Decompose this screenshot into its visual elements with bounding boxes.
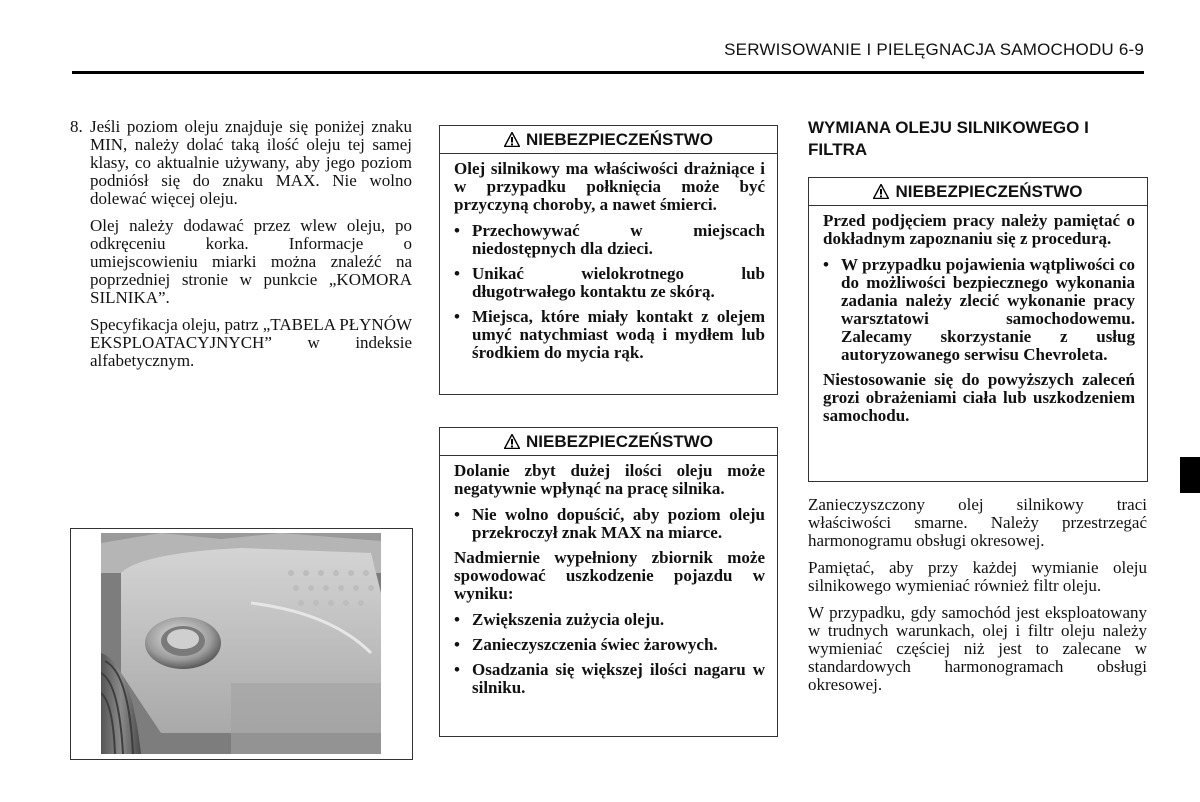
left-column bbox=[70, 118, 412, 379]
warning-middle-text: Nadmiernie wypełniony zbiornik może spowodować uszkodzenie pojazdu w wyniku: bbox=[454, 548, 765, 603]
warning-intro: Dolanie zbyt dużej ilości oleju może negatywnie wpłynąć na pracę silnika. bbox=[454, 461, 765, 498]
engine-bay-photo bbox=[101, 533, 381, 754]
warning-outro: Niestosowanie się do powyższych zaleceń grozi obrażeniami ciała lub uszkodzeniem samochodu. bbox=[823, 370, 1135, 425]
warning-box-overfill bbox=[439, 427, 778, 737]
warning-triangle-icon bbox=[873, 184, 889, 199]
engine-photo-frame bbox=[70, 528, 413, 760]
list-item-text: Zanieczyszczenia świec żarowych. bbox=[472, 635, 718, 654]
warning-intro: Przed podjęciem pracy należy pamiętać o dokładnym zapoznaniu się z procedurą. bbox=[823, 211, 1135, 248]
warning-box-oil-toxicity bbox=[439, 125, 778, 395]
paragraph-filter-change: Pamiętać, aby przy każdej wymianie oleju silnikowego wymieniać również filtr oleju. bbox=[808, 558, 1147, 595]
list-item bbox=[454, 636, 765, 654]
list-item bbox=[454, 611, 765, 629]
list-item-text: Osadzania się większej ilości nagaru w silniku. bbox=[472, 660, 765, 697]
bullet-glyph: • bbox=[454, 307, 460, 326]
header-rule bbox=[72, 71, 1144, 74]
step-8 bbox=[70, 118, 412, 208]
list-item bbox=[454, 222, 765, 258]
warning-box-body bbox=[440, 456, 777, 712]
bullet-glyph: • bbox=[454, 660, 460, 679]
list-item-text: Zwiększenia zużycia oleju. bbox=[472, 610, 665, 629]
list-item bbox=[454, 308, 765, 362]
list-item bbox=[454, 661, 765, 697]
paragraph-severe-conditions: W przypadku, gdy samochód jest eksploatowany w trudnych warunkach, olej i filtr oleju należy wymieniać częściej niż jest to zalecane w standardowych harmonogramach obsługi okresowej. bbox=[808, 603, 1147, 694]
bullet-glyph: • bbox=[454, 221, 460, 240]
warning-intro: Olej silnikowy ma właściwości drażniące i w przypadku połknięcia może być przyczyną choroby, a nawet śmierci. bbox=[454, 159, 765, 214]
warning-box-procedure bbox=[808, 177, 1148, 482]
list-item bbox=[454, 506, 765, 542]
step-number: 8. bbox=[70, 117, 83, 136]
bullet-glyph: • bbox=[823, 255, 829, 274]
warning-box-header bbox=[440, 126, 777, 154]
warning-box-body bbox=[440, 154, 777, 377]
warning-triangle-icon bbox=[504, 132, 520, 147]
bullet-glyph: • bbox=[454, 635, 460, 654]
warning-bullet-list bbox=[454, 506, 765, 542]
list-item bbox=[823, 256, 1135, 364]
list-item-text: Unikać wielokrotnego lub długotrwałego kontaktu ze skórą. bbox=[472, 264, 765, 301]
warning-bullet-list bbox=[454, 222, 765, 362]
step-text: Jeśli poziom oleju znajduje się poniżej znaku MIN, należy dolać taką ilość oleju tej samej klasy, co aktualnie używany, aby jego poziom podniósł się do znaku MAX. Nie wolno dolewać więcej oleju. bbox=[90, 117, 412, 208]
warning-bullet-list bbox=[823, 256, 1135, 364]
list-item-text: Miejsca, które miały kontakt z olejem umyć natychmiast wodą i mydłem lub środkiem do mycia rąk. bbox=[472, 307, 765, 362]
list-item-text: W przypadku pojawienia wątpliwości co do możliwości bezpiecznego wykonania zadania należy zlecić wykonanie pracy warsztatowi samochodowemu. Zalecamy skorzystanie z usług autoryzowanego serwisu Chevroleta. bbox=[841, 255, 1135, 364]
bullet-glyph: • bbox=[454, 610, 460, 629]
paragraph-contaminated-oil: Zanieczyszczony olej silnikowy traci właściwości smarne. Należy przestrzegać harmonogramu obsługi okresowej. bbox=[808, 495, 1147, 550]
warning-title: NIEBEZPIECZEŃSTWO bbox=[525, 130, 713, 149]
bullet-glyph: • bbox=[454, 264, 460, 283]
paragraph-oil-spec: Specyfikacja oleju, patrz „TABELA PŁYNÓW EKSPLOATACYJNYCH” w indeksie alfabetycznym. bbox=[90, 315, 413, 370]
right-column-text bbox=[808, 496, 1147, 703]
warning-title: NIEBEZPIECZEŃSTWO bbox=[895, 182, 1083, 201]
list-item-text: Przechowywać w miejscach niedostępnych dla dzieci. bbox=[472, 221, 765, 258]
section-heading: WYMIANA OLEJU SILNIKOWEGO I FILTRA bbox=[808, 118, 1089, 159]
chapter-thumb-tab bbox=[1180, 457, 1200, 493]
warning-box-body bbox=[809, 206, 1147, 441]
warning-box-header bbox=[809, 178, 1147, 206]
warning-title: NIEBEZPIECZEŃSTWO bbox=[525, 432, 713, 451]
paragraph-oil-filling: Olej należy dodawać przez wlew oleju, po odkręceniu korka. Informacje o umiejscowieniu miarki można znaleźć na poprzedniej stronie w punkcie „KOMORA SILNIKA”. bbox=[90, 216, 412, 307]
warning-bullet-list bbox=[454, 611, 765, 697]
warning-box-header bbox=[440, 428, 777, 456]
list-item bbox=[454, 265, 765, 301]
page-header-title: SERWISOWANIE I PIELĘGNACJA SAMOCHODU 6-9 bbox=[724, 40, 1144, 59]
bullet-glyph: • bbox=[454, 505, 460, 524]
warning-triangle-icon bbox=[504, 434, 520, 449]
list-item-text: Nie wolno dopuścić, aby poziom oleju przekroczył znak MAX na miarce. bbox=[472, 505, 765, 542]
